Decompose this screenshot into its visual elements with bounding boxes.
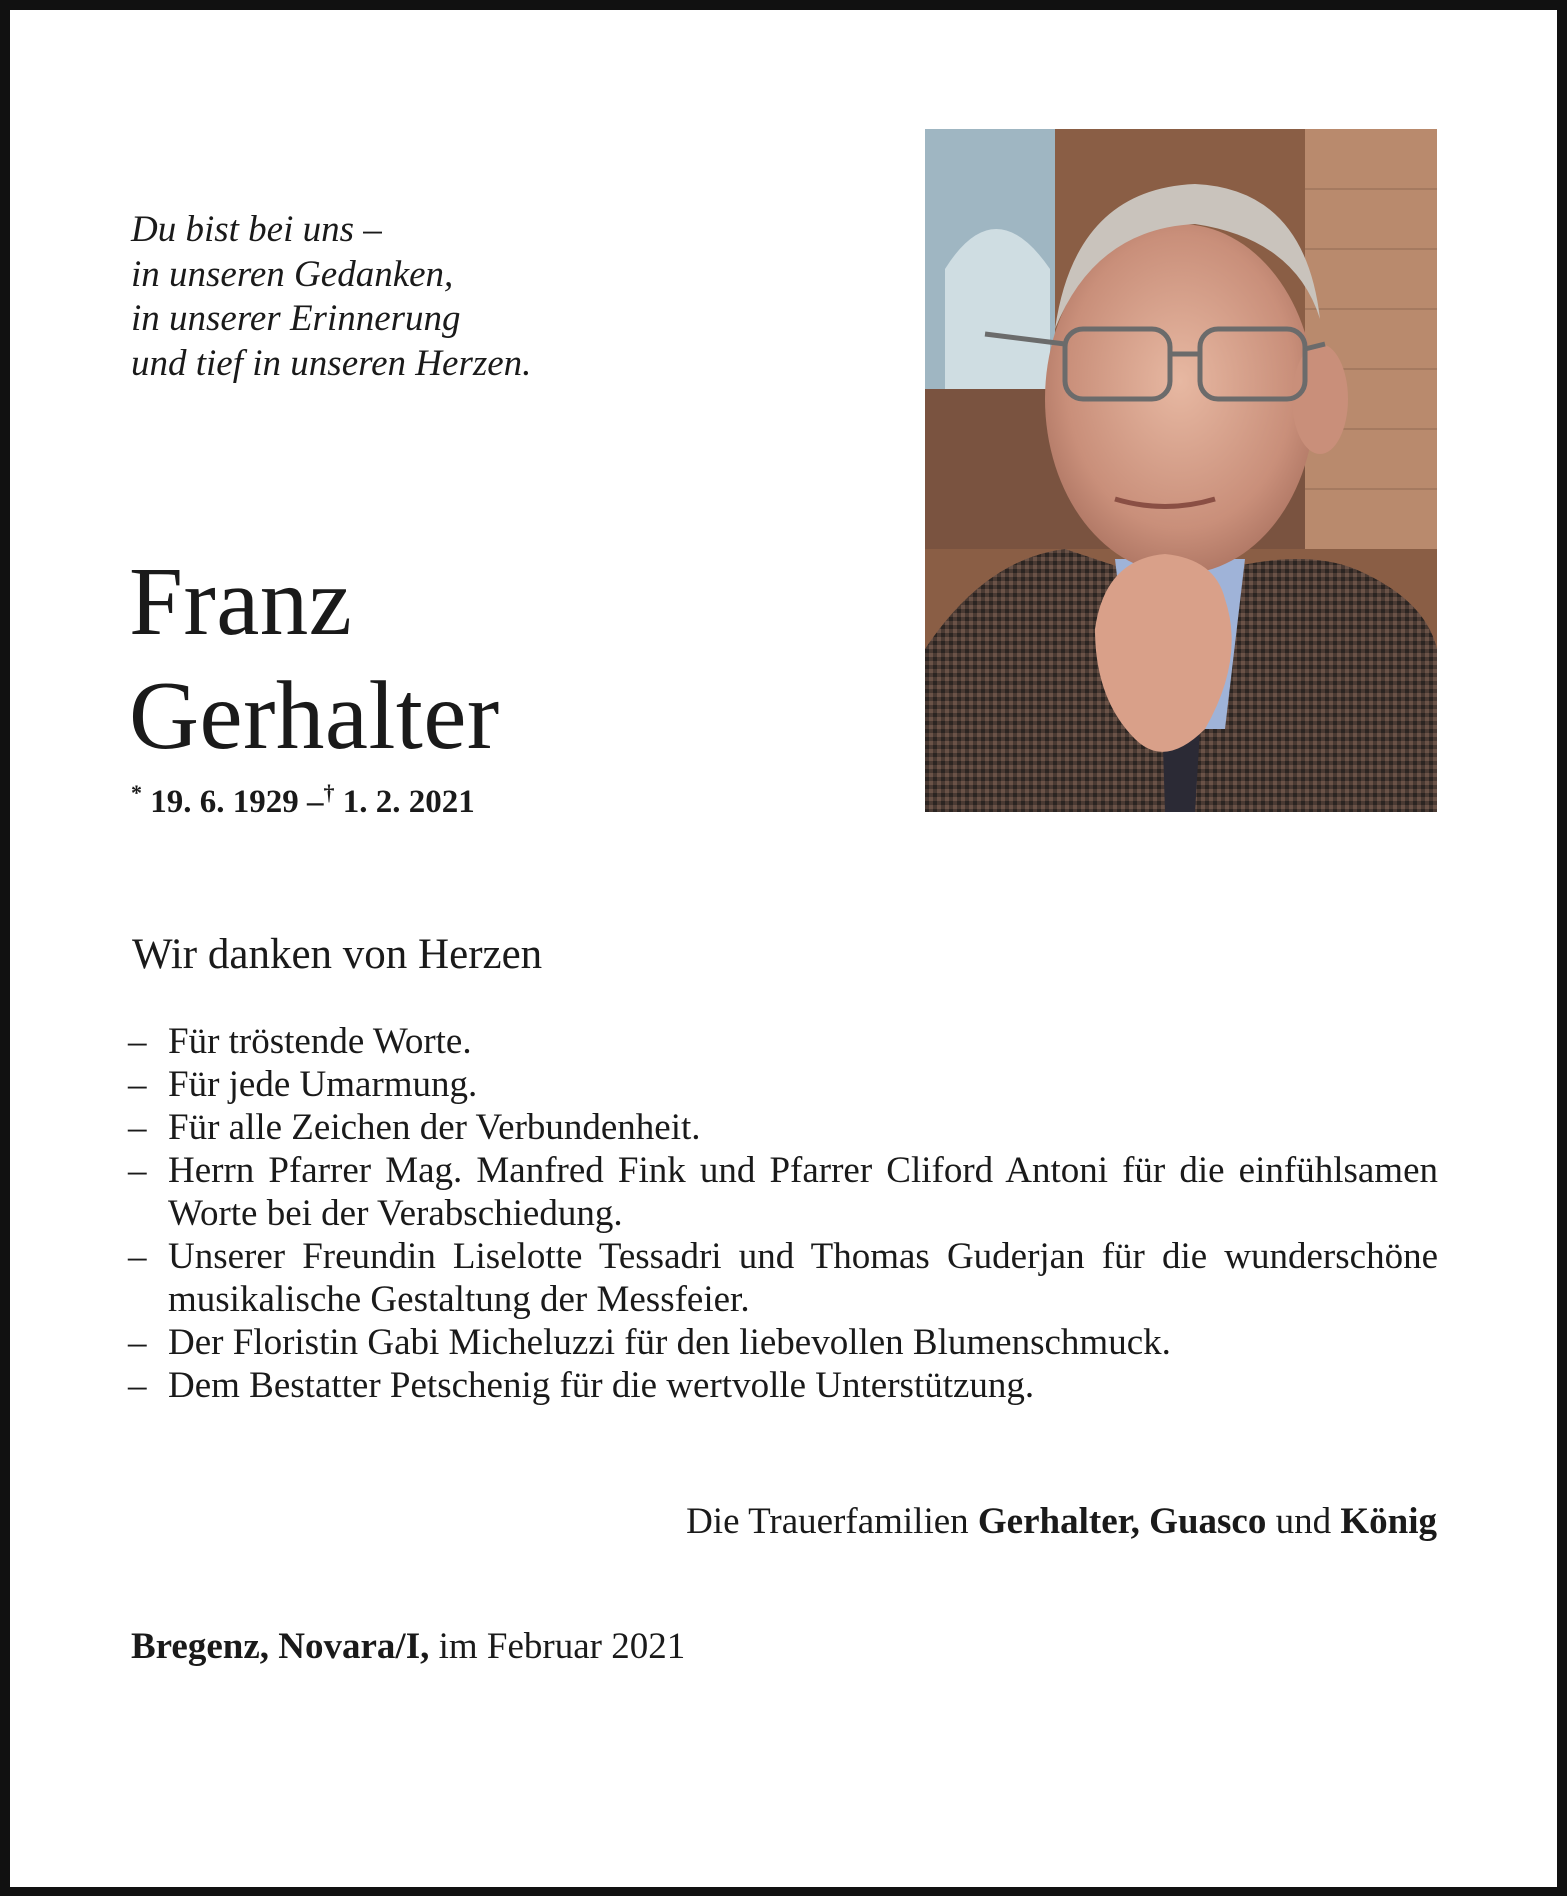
family-signature (686, 1500, 1437, 1543)
date-separator: – (307, 784, 324, 820)
list-item (128, 1235, 1438, 1321)
motto-line: Du bist bei uns – (131, 209, 382, 250)
list-item-text: Der Floristin Gabi Micheluzzi für den liebevollen Blumenschmuck. (168, 1322, 1171, 1363)
deceased-name (129, 545, 500, 773)
signature-prefix: Die Trauerfamilien (686, 1501, 969, 1542)
family-name: Gerhalter, (977, 1501, 1140, 1542)
list-item (128, 1020, 1438, 1063)
list-item-text: Herrn Pfarrer Mag. Manfred Fink und Pfarrer Cliford Antoni für die einfühlsamen Worte bei der Verabschiedung. (168, 1150, 1438, 1234)
dash-bullet: – (128, 1365, 147, 1406)
dash-bullet: – (128, 1236, 147, 1277)
place-and-date (131, 1625, 685, 1668)
motto-poem (131, 208, 691, 386)
dash-bullet: – (128, 1021, 147, 1062)
birth-symbol: * (131, 780, 142, 805)
month-year: im Februar 2021 (438, 1626, 686, 1667)
death-symbol: † (323, 780, 335, 805)
list-item-text: Unserer Freundin Liselotte Tessadri und Thomas Guderjan für die wunderschöne musikalische Gestaltung der Messfeier. (168, 1236, 1438, 1320)
motto-line: in unserer Erinnerung (131, 298, 461, 339)
list-item-text: Für jede Umarmung. (168, 1064, 478, 1105)
motto-line: in unseren Gedanken, (131, 253, 454, 295)
list-item-text: Für tröstende Worte. (168, 1021, 472, 1062)
portrait-image (925, 129, 1437, 812)
motto-line: und tief in unseren Herzen. (131, 342, 532, 384)
list-item (128, 1321, 1438, 1364)
dash-bullet: – (128, 1322, 147, 1363)
place-names: Bregenz, Novara/I, (131, 1626, 430, 1667)
last-name: Gerhalter (129, 662, 500, 769)
dash-bullet: – (128, 1150, 147, 1191)
life-dates (131, 780, 475, 821)
first-name: Franz (129, 548, 353, 655)
list-item-text: Für alle Zeichen der Verbundenheit. (168, 1107, 701, 1148)
dash-bullet: – (128, 1064, 147, 1105)
thanks-list (128, 1020, 1438, 1407)
list-item-text: Dem Bestatter Petschenig für die wertvolle Unterstützung. (168, 1365, 1035, 1406)
birth-date: 19. 6. 1929 (150, 784, 299, 820)
family-name: König (1340, 1501, 1437, 1542)
death-date: 1. 2. 2021 (342, 784, 475, 820)
portrait-photo (925, 129, 1437, 812)
thanks-heading: Wir danken von Herzen (132, 931, 543, 978)
dash-bullet: – (128, 1107, 147, 1148)
list-item (128, 1063, 1438, 1106)
list-item (128, 1106, 1438, 1149)
signature-conjunction: und (1275, 1501, 1332, 1542)
list-item (128, 1149, 1438, 1235)
list-item (128, 1364, 1438, 1407)
family-name: Guasco (1149, 1501, 1267, 1542)
